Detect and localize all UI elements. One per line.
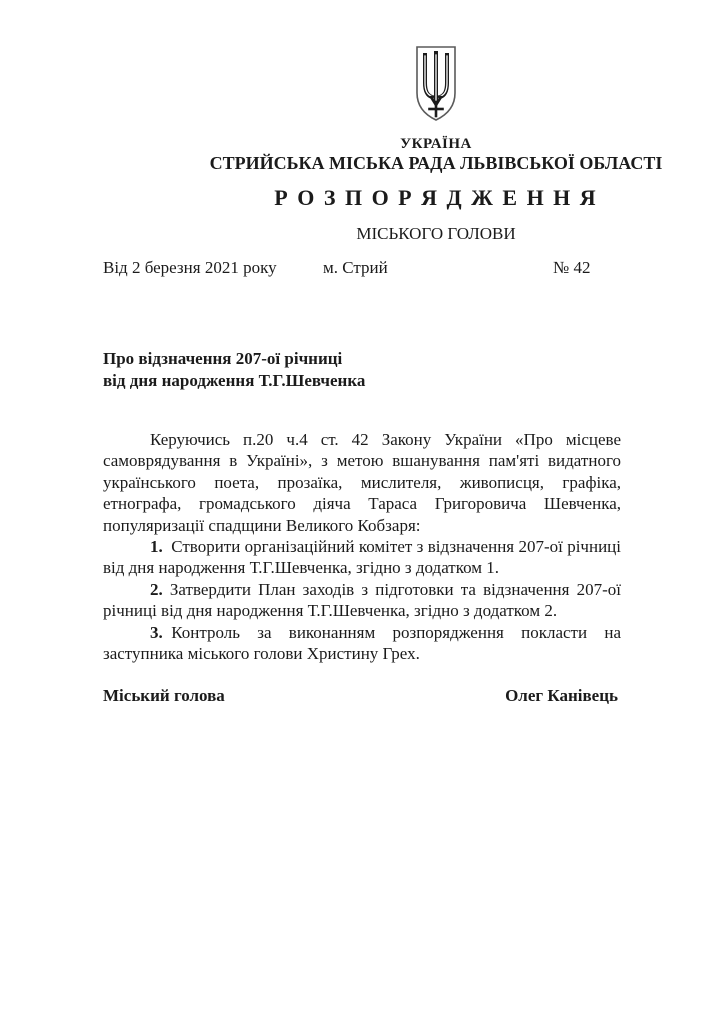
country-name: УКРАЇНА: [400, 136, 472, 152]
subject-line-2: від дня народження Т.Г.Шевченка: [103, 371, 366, 390]
tryzub-emblem-icon: [413, 45, 459, 125]
document-date: Від 2 березня 2021 року: [103, 258, 277, 277]
signer-title: Міський голова: [103, 686, 225, 705]
document-body: [103, 429, 621, 664]
order-item-2: [103, 579, 621, 622]
order-item-3-text: Контроль за виконанням розпорядження покласти на заступника міського голови Христину Грех.: [103, 622, 621, 664]
order-item-3: [103, 622, 621, 665]
order-item-1: [103, 536, 621, 579]
order-item-3-number: 3.: [150, 622, 163, 642]
document-number: № 42: [553, 258, 591, 277]
document-place: м. Стрий: [323, 258, 388, 277]
signature-row: [103, 686, 618, 706]
document-type-title: Р О З П О Р Я Д Ж Е Н Н Я: [274, 185, 598, 210]
document-subject: [103, 348, 621, 392]
order-item-1-text: Створити організаційний комітет з відзначення 207-ої річниці від дня народження Т.Г.Шевченка, згідно з додатком 1.: [103, 537, 621, 578]
authority-name: СТРИЙСЬКА МІСЬКА РАДА ЛЬВІВСЬКОЇ ОБЛАСТІ: [209, 153, 663, 173]
preamble-paragraph: Керуючись п.20 ч.4 ст. 42 Закону України «Про місцеве самоврядування в Україні», з метою вшанування пам'яті видатного українського поета, прозаїка, мислителя, живописця, графіка, етнографа, громадського діяча Тараса Григоровича Шевченка, популяризації спадщини Великого Кобзаря:: [103, 430, 621, 535]
order-item-2-text: Затвердити План заходів з підготовки та відзначення 207-ої річниці від дня народження Т.Г.Шевченка, згідно з додатком 2.: [103, 579, 622, 621]
order-item-1-number: 1.: [150, 537, 163, 557]
order-item-2-number: 2.: [150, 579, 163, 599]
signer-name: Олег Канівець: [505, 686, 618, 705]
subject-line-1: Про відзначення 207-ої річниці: [103, 349, 343, 368]
document-subtype-title: МІСЬКОГО ГОЛОВИ: [356, 224, 516, 243]
dateline: [103, 258, 621, 280]
document-header: [103, 45, 695, 244]
